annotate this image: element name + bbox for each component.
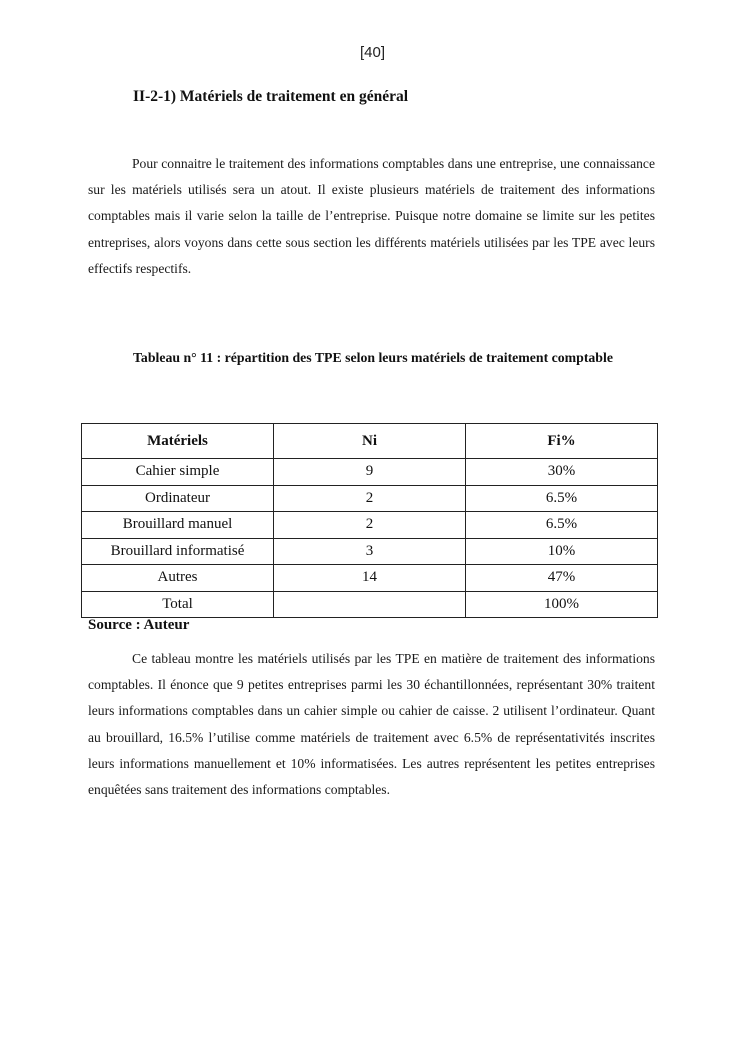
cell-ni: 3 — [274, 538, 466, 565]
cell-total-label: Total — [82, 591, 274, 618]
cell-materiel: Brouillard manuel — [82, 512, 274, 539]
cell-materiel: Brouillard informatisé — [82, 538, 274, 565]
cell-fi: 47% — [466, 565, 658, 592]
cell-fi: 6.5% — [466, 485, 658, 512]
materials-table — [81, 423, 658, 618]
cell-ni: 14 — [274, 565, 466, 592]
table-row — [82, 459, 658, 486]
cell-ni: 2 — [274, 512, 466, 539]
table-header-row — [82, 424, 658, 459]
intro-paragraph: Pour connaitre le traitement des informations comptables dans une entreprise, une connaissance sur les matériels utilisés sera un atout. Il existe plusieurs matériels de traitement des informations comptables mais il varie selon la taille de l’entreprise. Puisque notre domaine se limite sur les petites entreprises, alors voyons dans cette sous section les différents matériels utilisées par les TPE avec leurs effectifs respectifs. — [88, 156, 655, 276]
table-row — [82, 485, 658, 512]
cell-fi: 10% — [466, 538, 658, 565]
header-ni: Ni — [274, 424, 466, 459]
header-materiels: Matériels — [82, 424, 274, 459]
table-row — [82, 565, 658, 592]
table-row — [82, 512, 658, 539]
cell-materiel: Cahier simple — [82, 459, 274, 486]
table-total-row — [82, 591, 658, 618]
table-row — [82, 538, 658, 565]
comment-paragraph: Ce tableau montre les matériels utilisés par les TPE en matière de traitement des informations comptables. Il énonce que 9 petites entreprises parmi les 30 échantillonnées, représentant 30% traitent leurs informations comptables dans un cahier simple ou cahier de caisse. 2 utilisent l’ordinateur. Quant au brouillard, 16.5% l’utilise comme matériels de traitement avec 6.5% de représentativités inscrites leurs informations manuellement et 10% informatisées. Les autres représentent les petites entreprises enquêtées sans traitement des informations comptables. — [88, 651, 655, 798]
cell-materiel: Ordinateur — [82, 485, 274, 512]
page-number: [40] — [359, 44, 386, 61]
cell-ni: 9 — [274, 459, 466, 486]
section-heading: II-2-1) Matériels de traitement en général — [133, 88, 409, 105]
cell-fi: 30% — [466, 459, 658, 486]
table-caption: Tableau n° 11 : répartition des TPE selon leurs matériels de traitement comptable — [133, 350, 613, 365]
cell-ni: 2 — [274, 485, 466, 512]
header-fi-percent: Fi% — [466, 424, 658, 459]
cell-fi: 6.5% — [466, 512, 658, 539]
table-source: Source : Auteur — [88, 617, 190, 633]
cell-total-fi: 100% — [466, 591, 658, 618]
cell-materiel: Autres — [82, 565, 274, 592]
cell-total-ni — [274, 591, 466, 618]
